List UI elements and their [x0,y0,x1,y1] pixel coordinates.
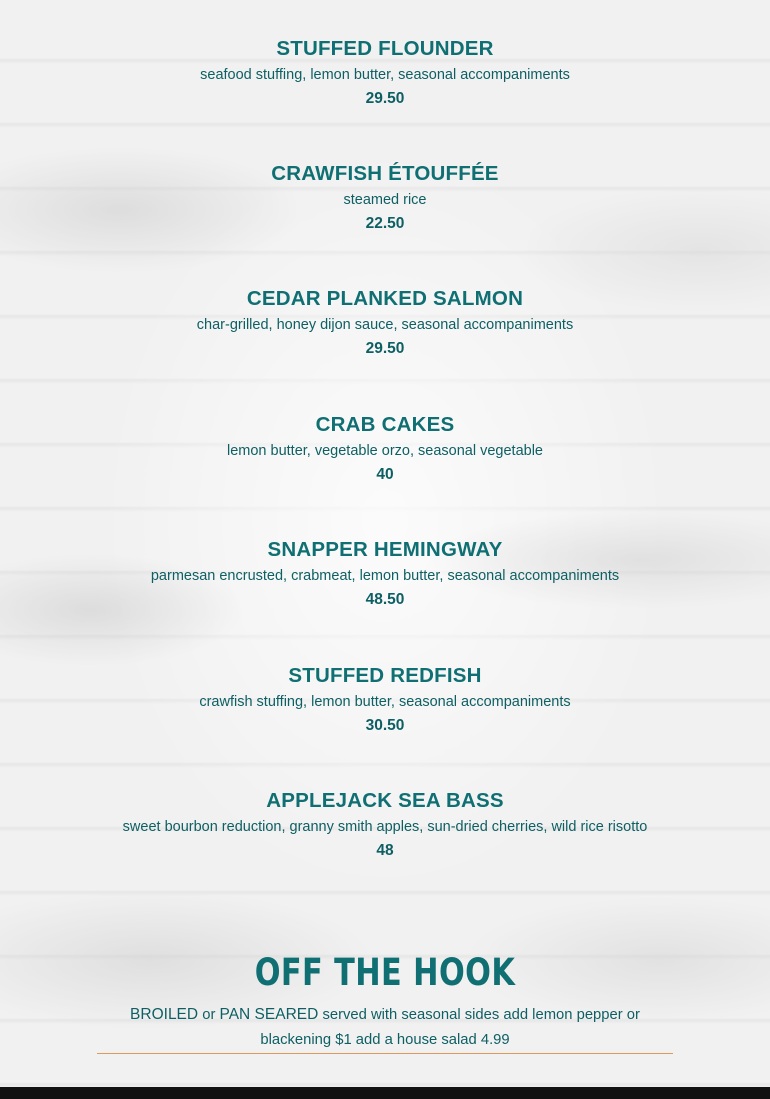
menu-item-crab-cakes [0,412,770,486]
menu-item-price: 40 [376,466,394,483]
off-the-hook-details: served with seasonal sides add lemon pepper or blackening $1 add a house salad 4.99 [260,1007,640,1048]
menu-item-price: 29.50 [365,90,405,107]
menu-item-description: sweet bourbon reduction, granny smith apples, sun-dried cherries, wild rice risotto [122,819,648,835]
option-broiled: BROILED [130,1006,199,1023]
option-connector: or [202,1007,216,1023]
section-divider [97,1053,673,1054]
menu-item-stuffed-flounder [0,36,770,110]
menu-item-name: STUFFED FLOUNDER [276,37,494,60]
menu-item-snapper-hemingway [0,537,770,611]
menu-item-name: CRAWFISH ÉTOUFFÉE [271,162,499,185]
menu-item-description: steamed rice [343,192,427,208]
menu-item-name: STUFFED REDFISH [288,664,482,687]
menu-item-description: lemon butter, vegetable orzo, seasonal vegetable [227,443,543,459]
menu-item-name: CRAB CAKES [315,413,455,436]
menu-item-price: 22.50 [365,215,405,232]
page-bottom-bar [0,1087,770,1099]
menu-item-price: 30.50 [365,717,405,734]
menu-item-description: crawfish stuffing, lemon butter, seasonal accompaniments [199,694,571,710]
menu-item-price: 29.50 [365,340,405,357]
menu-item-price: 48.50 [365,591,405,608]
menu-item-cedar-planked-salmon [0,286,770,360]
section-title-off-the-hook: OFF THE HOOK [254,951,516,994]
menu-item-name: CEDAR PLANKED SALMON [246,287,524,310]
menu-item-crawfish-etouffee [0,161,770,235]
off-the-hook-note [120,1002,650,1053]
menu-item-description: seafood stuffing, lemon butter, seasonal accompaniments [200,67,570,83]
option-pan-seared: PAN SEARED [219,1006,319,1023]
menu-item-stuffed-redfish [0,663,770,737]
menu-item-description: char-grilled, honey dijon sauce, seasonal accompaniments [196,317,574,333]
menu-item-name: SNAPPER HEMINGWAY [267,538,503,561]
menu-item-applejack-sea-bass [0,788,770,862]
menu-item-name: APPLEJACK SEA BASS [266,789,504,812]
menu-item-price: 48 [376,842,394,859]
menu-item-description: parmesan encrusted, crabmeat, lemon butter, seasonal accompaniments [150,568,620,584]
